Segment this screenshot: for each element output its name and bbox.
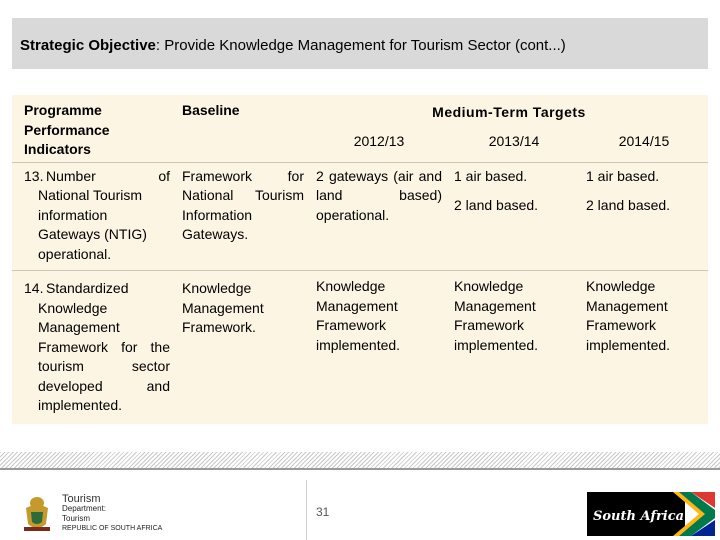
south-africa-brand-logo — [587, 492, 715, 536]
department-country: REPUBLIC OF SOUTH AFRICA — [62, 525, 163, 532]
indicator-text: Knowledge Management Framework for the tourism sector developed and implemented. — [38, 299, 170, 413]
coat-of-arms-icon — [20, 494, 54, 534]
baseline-cell: Knowledge Management Framework. — [176, 271, 310, 424]
target-2014-land: 2 land based. — [586, 197, 671, 213]
indicator-first-line: Standardized — [46, 280, 129, 296]
page-title — [20, 37, 566, 54]
indicator-cell — [12, 162, 176, 266]
department-logo — [62, 494, 162, 534]
indicator-first-line: Number of — [46, 167, 170, 184]
header-year-2014: 2014/15 — [580, 128, 708, 162]
table-row — [12, 162, 708, 266]
page-title-bold: Strategic Objective — [20, 37, 156, 54]
footer-divider — [0, 468, 720, 470]
target-2012-cell: Knowledge Management Framework implemented. — [310, 271, 448, 424]
target-2014-air: 1 air based. — [586, 167, 660, 184]
header-year-2012: 2012/13 — [310, 128, 448, 162]
page-title-rest: : Provide Knowledge Management for Tourism Sector (cont...) — [155, 37, 566, 54]
indicator-number: 14. — [24, 280, 44, 296]
baseline-cell: Framework for National Tourism Information Gateways. — [176, 162, 310, 266]
target-2013-cell: Knowledge Management Framework implemented. — [448, 271, 580, 424]
target-2013-cell — [448, 162, 580, 266]
indicator-cell — [12, 271, 176, 424]
header-year-2013: 2013/14 — [448, 128, 580, 162]
header-medium-term-targets: Medium-Term Targets — [310, 95, 708, 128]
target-2014-cell: Knowledge Management Framework implemented. — [580, 271, 708, 424]
brand-text: South Africa — [593, 509, 685, 524]
department-name: Tourism — [62, 493, 101, 505]
department-sub2: Tourism — [62, 514, 91, 523]
targets-table — [12, 95, 708, 424]
target-2013-land: 2 land based. — [454, 197, 539, 213]
indicator-text: National Tourism information Gateways (NTIG) operational. — [38, 187, 147, 262]
table-row — [12, 271, 708, 424]
header-baseline: Baseline — [176, 95, 310, 162]
header-indicators: Programme Performance Indicators — [12, 95, 176, 162]
department-sub1: Department: — [62, 504, 107, 513]
page-number: 31 — [316, 505, 330, 519]
target-2014-cell — [580, 162, 708, 266]
target-2013-air: 1 air based. — [454, 167, 528, 184]
indicator-number: 13. — [24, 167, 44, 184]
page-number-divider — [306, 480, 307, 540]
target-2012-cell: 2 gateways (air and land based) operational. — [310, 162, 448, 266]
header-row — [12, 95, 708, 128]
